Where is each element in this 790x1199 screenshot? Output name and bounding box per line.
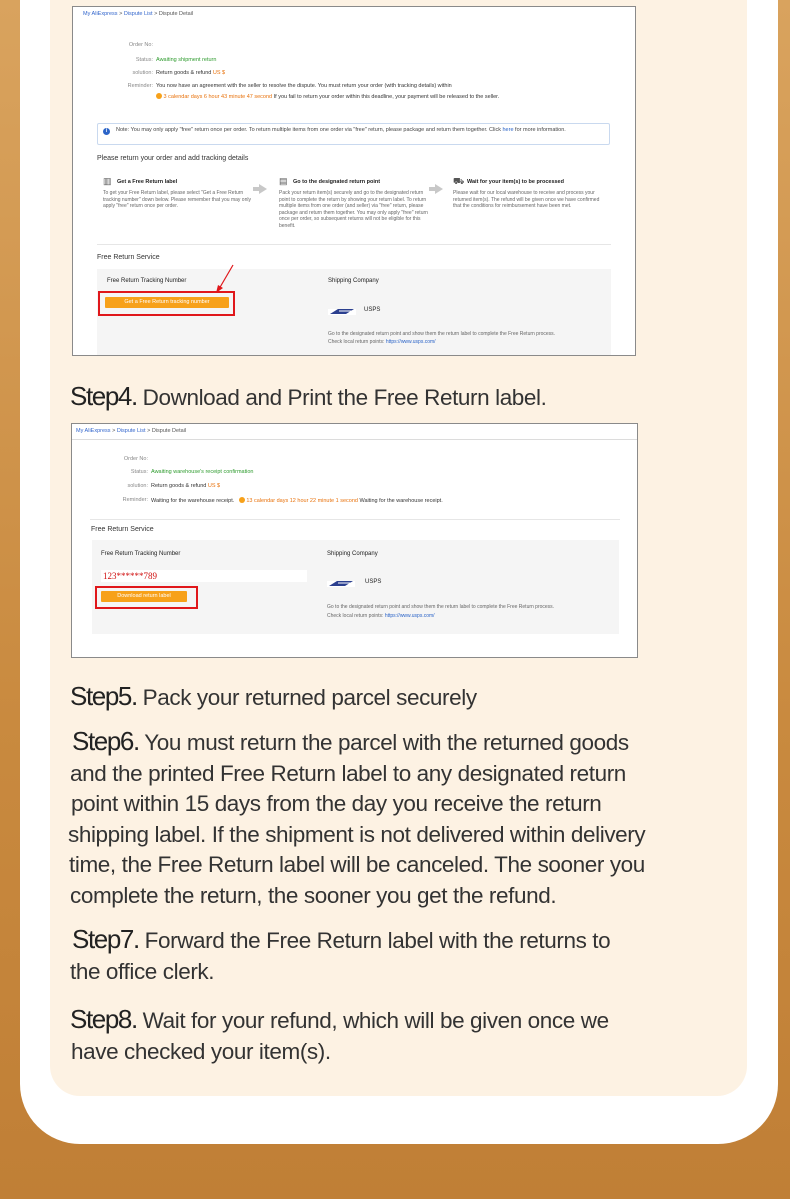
step7-label: Step7. (72, 924, 139, 954)
pointer-arrow-icon (213, 263, 237, 295)
reminder-row (151, 497, 443, 504)
step-desc-1: To get your Free Return label, please select "Get a Free Return tracking number" down below. Please remember that you may only apply "free" return once per order. (103, 190, 251, 209)
step8-paragraph (70, 1004, 740, 1067)
carrier-name: USPS (365, 579, 382, 585)
clock-icon (239, 497, 245, 503)
clock-icon (156, 93, 162, 99)
solution-label: solution: (132, 70, 153, 76)
step5-line (70, 681, 740, 714)
tracking-header: Free Return Tracking Number (107, 278, 187, 284)
carrier-name: USPS (364, 307, 381, 313)
order-label: Order No: (123, 456, 148, 462)
note-box (97, 123, 610, 145)
solution-label: solution: (127, 483, 148, 489)
step7-text: Forward the Free Return label with the returns to (144, 928, 611, 953)
countdown: 13 calendar days 12 hour 22 minute 1 second (246, 498, 358, 504)
reminder-label: Reminder: (127, 83, 153, 89)
step6-paragraph (70, 726, 740, 911)
breadcrumb-current: Dispute Detail (151, 428, 187, 434)
usps-link[interactable]: https://www.usps.com/ (385, 339, 436, 345)
step5-text: Pack your returned parcel securely (142, 685, 477, 710)
step6-text: You must return the parcel with the returned goods (144, 730, 629, 755)
reminder-text: Waiting for the warehouse receipt. (151, 498, 235, 504)
solution-currency: US $ (207, 483, 221, 489)
arrow-icon (259, 184, 267, 194)
step4-line (70, 381, 740, 414)
step8-line-1 (70, 1004, 740, 1037)
usps-logo-icon (327, 578, 355, 590)
usps-link[interactable]: https://www.usps.com/ (384, 613, 435, 619)
step6-line-6: complete the return, the sooner you get the refund. (70, 882, 557, 908)
get-tracking-number-button[interactable]: Get a Free Return tracking number (105, 297, 229, 308)
calendar-icon: ▤ (279, 176, 288, 186)
countdown-tail: Waiting for the warehouse receipt. (359, 498, 443, 504)
barcode-icon: ▥ (103, 176, 112, 186)
solution-currency: US $ (212, 70, 226, 76)
status-value: Awaiting shipment return (156, 57, 217, 63)
step5-label: Step5. (70, 681, 137, 711)
breadcrumb: My AliExpress > Dispute List > Dispute Detail (83, 11, 194, 17)
countdown-row (156, 93, 499, 100)
divider (97, 244, 611, 245)
status-label: Status: (135, 57, 153, 63)
download-return-label-button[interactable]: Download return label (101, 591, 187, 602)
step-title-3: Wait for your item(s) to be processed (467, 179, 564, 185)
step6-line-3: point within 15 days from the day you receive the return (71, 791, 602, 816)
step6-label: Step6. (72, 726, 139, 756)
solution-value: Return goods & refund US $ (156, 70, 226, 76)
shipping-header: Shipping Company (327, 551, 378, 557)
note-text: Note: You may only apply "free" return once per order. To return multiple items from one order via "free" return, please package and return them together. Click (116, 127, 501, 133)
step8-text: Wait for your refund, which will be given once we (142, 1008, 609, 1033)
carrier-note: Go to the designated return point and show them the return label to complete the Free Return process. (327, 604, 555, 610)
step8-line-2: have checked your item(s). (71, 1038, 331, 1064)
service-title: Free Return Service (97, 254, 160, 261)
carrier-link-row: Check local return points: https://www.usps.com/ (327, 613, 435, 619)
status-label: Status: (130, 469, 148, 475)
step-desc-2: Pack your return item(s) securely and go to the designated return point to complete the return by showing your return label. To return multiple items from one order (and seller) via "free" return, please package and return them together. You may only apply "free" return once per order, so subsequent returns will not be eligible for this benefit. (279, 190, 428, 229)
divider (90, 519, 620, 520)
step-title-1: Get a Free Return label (117, 179, 178, 185)
dispute-detail-screenshot-2 (71, 423, 638, 658)
breadcrumb: My AliExpress > Dispute List > Dispute Detail (76, 428, 187, 434)
shipping-header: Shipping Company (328, 278, 379, 284)
step6-line-4: shipping label. If the shipment is not delivered within delivery (68, 821, 646, 847)
step-desc-3: Please wait for our local warehouse to receive and process your returned item(s). The refund will be given once we have confirmed that the conditions for reimbursement have been met. (453, 190, 600, 209)
arrow-icon (435, 184, 443, 194)
highlight-box (95, 586, 198, 609)
usps-logo-icon (328, 306, 356, 318)
truck-icon: ⛟ (453, 176, 465, 186)
breadcrumb-dispute-list[interactable]: Dispute List (116, 428, 146, 434)
instructions-title: Please return your order and add tracking details (97, 155, 249, 162)
carrier-note: Go to the designated return point and show them the return label to complete the Free Return process. (328, 331, 556, 337)
step4-label: Step4. (70, 381, 137, 411)
status-value: Awaiting warehouse's receipt confirmation (151, 469, 254, 475)
carrier-link-row: Check local return points: https://www.usps.com/ (328, 339, 436, 345)
solution-value: Return goods & refund US $ (151, 483, 221, 489)
step4-text: Download and Print the Free Return label. (142, 385, 547, 410)
step6-line-1 (72, 726, 740, 759)
step7-line-2: the office clerk. (70, 958, 215, 984)
info-icon: i (103, 128, 110, 135)
reminder-label: Reminder: (122, 497, 148, 503)
countdown-tail: If you fail to return your order within this deadline, your payment will be released to the seller. (273, 94, 500, 100)
step7-paragraph (70, 924, 740, 987)
dispute-detail-screenshot-1 (72, 6, 636, 356)
service-title: Free Return Service (91, 526, 154, 533)
breadcrumb-my-aliexpress[interactable]: My AliExpress (76, 428, 111, 434)
breadcrumb-current: Dispute Detail (158, 11, 194, 17)
note-link[interactable]: here (502, 127, 514, 133)
breadcrumb-my-aliexpress[interactable]: My AliExpress (83, 11, 118, 17)
breadcrumb-dispute-list[interactable]: Dispute List (123, 11, 153, 17)
step8-label: Step8. (70, 1004, 137, 1034)
tracking-header: Free Return Tracking Number (101, 551, 181, 557)
divider (72, 439, 637, 440)
step7-line-1 (72, 924, 740, 957)
reminder-text: You now have an agreement with the seller to resolve the dispute. You must return your order (with tracking details) within (156, 83, 452, 89)
order-label: Order No: (128, 42, 153, 48)
step6-line-2: and the printed Free Return label to any designated return (70, 760, 626, 786)
step6-line-5: time, the Free Return label will be canceled. The sooner you (69, 852, 645, 877)
step-title-2: Go to the designated return point (293, 179, 381, 185)
countdown: 3 calendar days 6 hour 43 minute 47 second (163, 94, 273, 100)
tracking-number: 123******789 (103, 571, 157, 581)
note-tail: for more information. (515, 127, 566, 133)
